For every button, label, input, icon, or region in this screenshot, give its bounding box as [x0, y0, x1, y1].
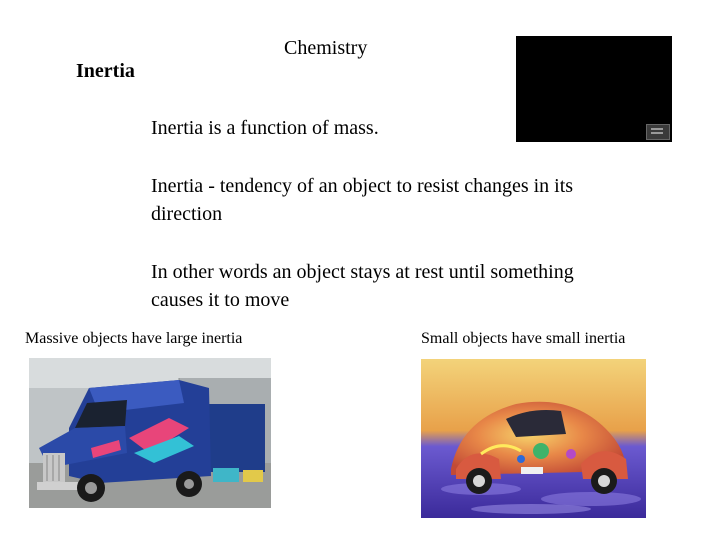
text-line-rest: In other words an object stays at rest until something causes it to move — [151, 261, 574, 311]
caption-large-inertia: Massive objects have large inertia — [25, 330, 243, 347]
slide-title: Inertia — [76, 60, 135, 82]
car-image — [421, 359, 646, 518]
video-thumbnail[interactable] — [516, 36, 672, 142]
text-line-mass: Inertia is a function of mass. — [151, 117, 379, 139]
text-line-definition: Inertia - tendency of an object to resist changes in its direction — [151, 175, 574, 225]
truck-image — [29, 358, 271, 508]
video-logo-icon — [646, 124, 670, 140]
subject-label: Chemistry — [284, 37, 368, 59]
caption-small-inertia: Small objects have small inertia — [421, 330, 626, 347]
